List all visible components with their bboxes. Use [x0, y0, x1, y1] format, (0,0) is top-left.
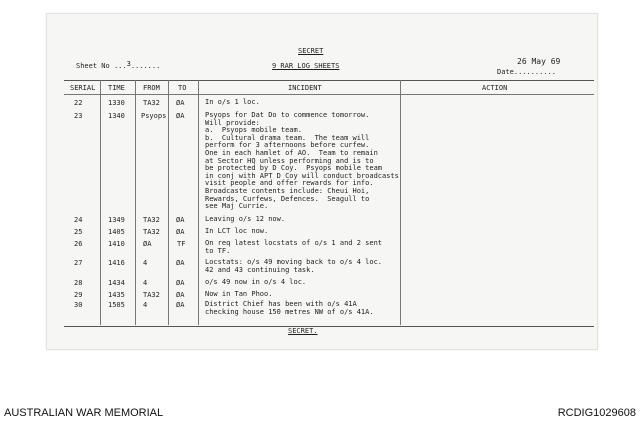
row-to: ØA: [176, 228, 185, 236]
row-to: ØA: [176, 291, 185, 299]
row-to: ØA: [176, 99, 185, 107]
row-serial: 26: [74, 240, 83, 248]
row-serial: 22: [74, 99, 83, 107]
col-divider-4: [198, 80, 199, 325]
row-incident: Leaving o/s 12 now.: [205, 215, 286, 223]
col-header-action: ACTION: [482, 84, 508, 92]
row-to: ØA: [176, 216, 185, 224]
row-from: 4: [143, 279, 148, 287]
footer-institution: AUSTRALIAN WAR MEMORIAL: [4, 407, 164, 419]
row-from: TA32: [143, 99, 160, 107]
row-time: 1410: [108, 240, 125, 248]
col-header-serial: SERIAL: [70, 84, 96, 92]
col-header-to: TO: [178, 84, 187, 92]
sheet-number: 3: [126, 60, 131, 68]
row-from: Psyops: [141, 112, 167, 120]
row-to: ØA: [176, 279, 185, 287]
sheet-label: Sheet No: [76, 62, 110, 70]
col-header-time: TIME: [108, 84, 125, 92]
classification-bottom: SECRET.: [288, 327, 318, 335]
col-divider-2: [135, 80, 136, 325]
row-from: ØA: [143, 240, 152, 248]
row-to: ØA: [176, 259, 185, 267]
row-time: 1340: [108, 112, 125, 120]
row-time: 1349: [108, 216, 125, 224]
date-value: 26 May 69: [517, 57, 561, 66]
row-incident: District Chief has been with o/s 41A checking house 150 metres NW of o/s 41A.: [205, 300, 374, 316]
row-from: 4: [143, 301, 148, 309]
row-serial: 25: [74, 228, 83, 236]
row-to: ØA: [176, 112, 185, 120]
row-time: 1405: [108, 228, 125, 236]
row-to: ØA: [176, 301, 185, 309]
col-divider-3: [168, 80, 169, 325]
row-incident: Now in Tan Phoo.: [205, 290, 273, 298]
row-serial: 30: [74, 301, 83, 309]
row-from: 4: [143, 259, 148, 267]
row-time: 1435: [108, 291, 125, 299]
classification-top: SECRET: [298, 47, 324, 55]
row-incident: Psyops for Dat Do to commence tomorrow. Will provide: a. Psyops mobile team. b. Cultural drama team. The team will perform for 3 afternoons before curfew. One in each hamlet of AO. Team to remain at Sector HQ unless performing and is to be protected by D Coy. Psyops mobile team in conj with APT D Coy will conduct broadcasts visit people and offer rewards for info. Broadcaste contents include: Cheui Hoi, Rewards, Curfews, Defences. Seagull to see Maj Currie.: [205, 111, 399, 211]
row-time: 1434: [108, 279, 125, 287]
row-incident: In o/s 1 loc.: [205, 98, 260, 106]
row-serial: 24: [74, 216, 83, 224]
header-divider: [64, 94, 594, 95]
row-from: TA32: [143, 228, 160, 236]
sheet-dots-post: .......: [130, 62, 161, 70]
row-from: TA32: [143, 291, 160, 299]
row-time: 1330: [108, 99, 125, 107]
row-serial: 27: [74, 259, 83, 267]
row-incident: On req latest locstats of o/s 1 and 2 sent to TF.: [205, 239, 383, 255]
row-incident: In LCT loc now.: [205, 227, 269, 235]
sheet-dots-pre: ...: [113, 62, 127, 70]
log-title: 9 RAR LOG SHEETS: [272, 62, 340, 70]
row-incident: Locstats: o/s 49 moving back to o/s 4 loc. 42 and 43 continuing task.: [205, 258, 383, 274]
date-label: Date..........: [497, 68, 557, 76]
sheet-number-field: [76, 62, 160, 70]
row-time: 1505: [108, 301, 125, 309]
row-incident: o/s 49 now in o/s 4 loc.: [205, 278, 307, 286]
col-divider-1: [100, 80, 101, 325]
col-header-incident: INCIDENT: [288, 84, 322, 92]
row-serial: 23: [74, 112, 83, 120]
col-header-from: FROM: [143, 84, 160, 92]
footer-record-id: RCDIG1029608: [557, 407, 636, 419]
col-divider-5: [400, 80, 401, 325]
row-time: 1416: [108, 259, 125, 267]
row-from: TA32: [143, 216, 160, 224]
row-serial: 28: [74, 279, 83, 287]
row-to: TF: [177, 240, 186, 248]
row-serial: 29: [74, 291, 83, 299]
